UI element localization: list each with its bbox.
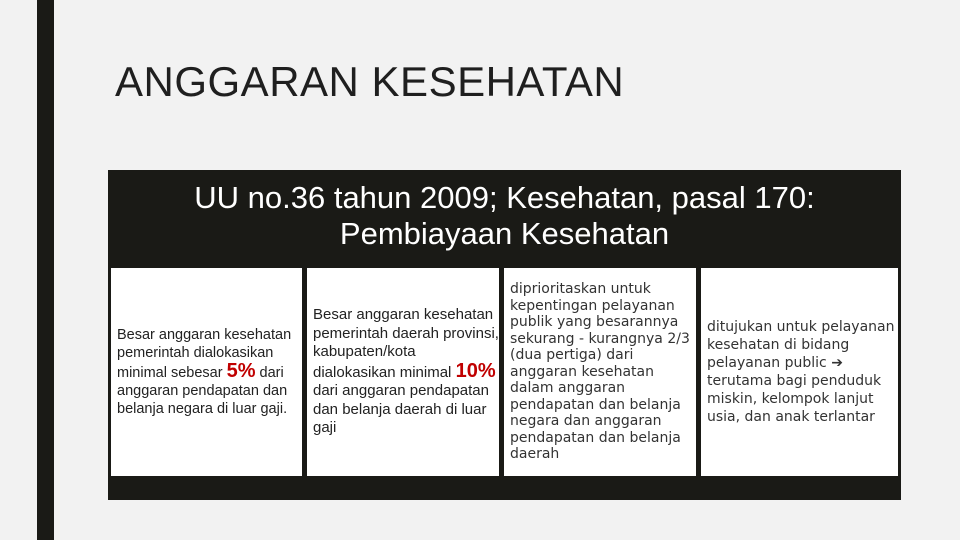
- panel-header: [108, 170, 901, 268]
- column-priority: [504, 268, 696, 476]
- column-target-groups: [701, 268, 898, 476]
- col1-text-after: dari anggaran pendapatan dan belanja negara di luar gaji.: [117, 365, 288, 417]
- col1-text-before: Besar anggaran kesehatan pemerintah dialokasikan minimal sebesar: [117, 327, 292, 381]
- arrow-right-icon: ➔: [831, 355, 843, 371]
- column-national-budget: [111, 268, 302, 476]
- col4-text-before: ditujukan untuk pelayanan kesehatan di bidang pelayanan public: [707, 319, 895, 371]
- col2-text-before: Besar anggaran kesehatan pemerintah daerah provinsi, kabupaten/kota dialokasikan minimal: [313, 306, 499, 381]
- col3-text: diprioritaskan untuk kepentingan pelayanan publik yang besarannya sekurang - kurangnya 2/3 (dua pertiga) dari anggaran kesehatan dalam anggaran pendapatan dan belanja negara dan anggaran pendapatan dan belanja daerah: [510, 281, 690, 463]
- col2-text-after: dari anggaran pendapatan dan belanja daerah di luar gaji: [313, 382, 489, 437]
- header-line-2: Pembiayaan Kesehatan: [339, 216, 670, 251]
- col4-text-after: terutama bagi penduduk miskin, kelompok lanjut usia, dan anak terlantar: [707, 373, 882, 425]
- header-line-1: UU no.36 tahun 2009; Kesehatan, pasal 170:: [194, 180, 815, 215]
- decorative-left-bar: [37, 0, 54, 540]
- slide-title: ANGGARAN KESEHATAN: [115, 58, 625, 105]
- col1-percent: 5%: [226, 360, 256, 382]
- content-panel: [108, 170, 901, 500]
- col2-percent: 10%: [455, 359, 496, 382]
- column-regional-budget: [307, 268, 499, 476]
